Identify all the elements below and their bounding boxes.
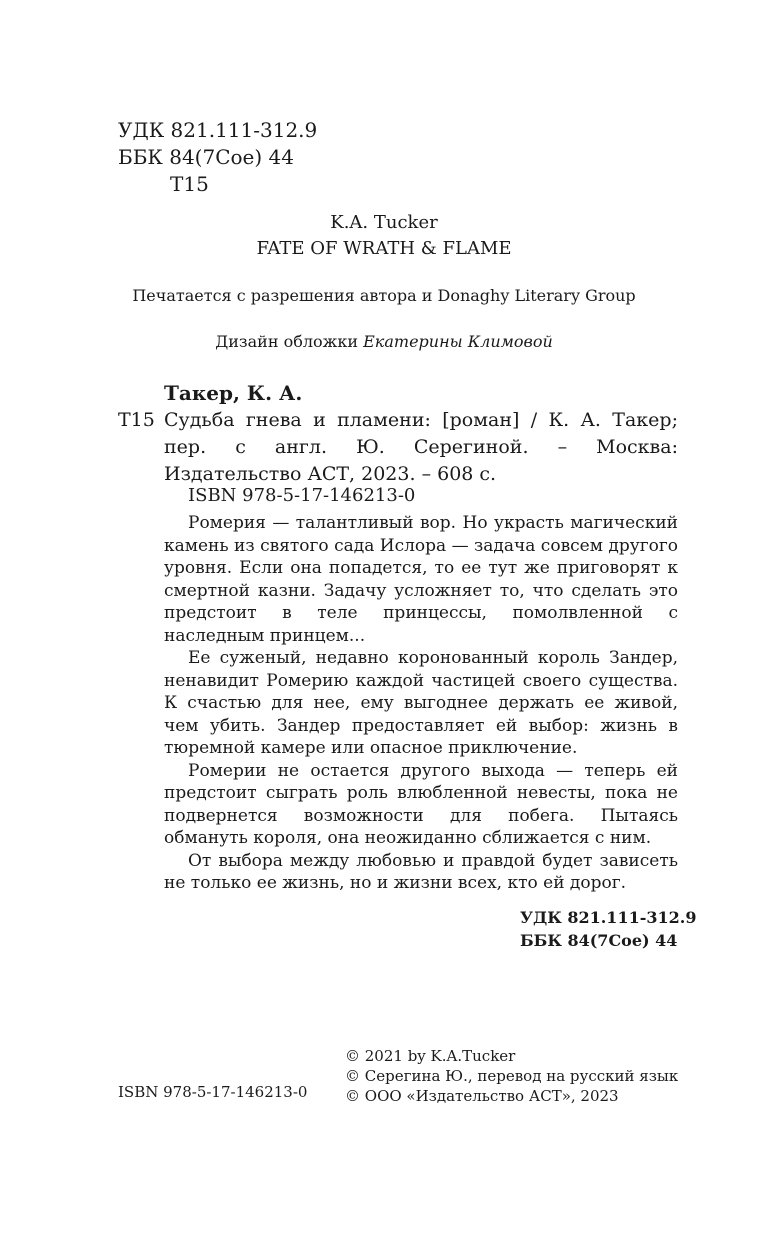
annotation-paragraph: Ее суженый, недавно коронованный король Зандер, ненавидит Ромерию каждой частицей своего существа. К счастью для нее, ему выгоднее держать ее живой, чем убить. Зандер предоставляет ей выбор: жизнь в тюремной камере или опасное приключение. bbox=[164, 648, 678, 758]
annotation-paragraph: Ромерия — талантливый вор. Но украсть магический камень из святого сада Ислора — задача совсем другого уровня. Если она попадется, то ее тут же приговорят к смертной казни. Задачу усложняет то, что сделать это предстоит в теле принцессы, помолвленной с наследным принцем... bbox=[164, 513, 678, 646]
annotation-paragraph: От выбора между любовью и правдой будет зависеть не только ее жизнь, но и жизни всех, кто ей дорог. bbox=[164, 850, 678, 893]
cover-design-prefix: Дизайн обложки bbox=[215, 332, 364, 351]
permission-notice: Печатается с разрешения автора и Donaghy Literary Group bbox=[132, 286, 636, 305]
bbk-code: ББК 84(7Сое) 44 bbox=[118, 145, 294, 169]
bibliographic-isbn: ISBN 978-5-17-146213-0 bbox=[188, 485, 416, 506]
bibliographic-code: Т15 bbox=[118, 409, 155, 431]
cover-design-credit bbox=[0, 332, 768, 351]
annotation-paragraph: Ромерии не остается другого выхода — теперь ей предстоит сыграть роль влюбленной невесты, пока не подвернется возможности для побега. Пытаясь обмануть короля, она неожиданно сближается с ним. bbox=[164, 760, 678, 848]
annotation bbox=[164, 512, 678, 895]
copyright-line: © Серегина Ю., перевод на русский язык bbox=[345, 1067, 679, 1085]
copyright-block bbox=[345, 1046, 678, 1106]
copyright-line: © ООО «Издательство АСТ», 2023 bbox=[345, 1087, 619, 1105]
udk-code-bold: УДК 821.111-312.9 bbox=[520, 908, 697, 927]
classification-codes bbox=[520, 906, 696, 952]
bibliographic-heading: Такер, К. А. bbox=[164, 381, 303, 405]
bibliographic-description: Судьба гнева и пламени: [роман] / К. А. Такер; пер. с англ. Ю. Серегиной. – Москва: Издательство АСТ, 2023. – 608 с. bbox=[164, 409, 678, 485]
bbk-code-bold: ББК 84(7Сое) 44 bbox=[520, 931, 678, 950]
author-sign: Т15 bbox=[170, 172, 209, 196]
original-author: K.A. Tucker bbox=[330, 212, 438, 233]
copyright-line: © 2021 by K.A.Tucker bbox=[345, 1047, 516, 1065]
isbn-bottom: ISBN 978-5-17-146213-0 bbox=[118, 1083, 308, 1101]
original-title: FATE OF WRATH & FLAME bbox=[256, 238, 512, 259]
udk-code: УДК 821.111-312.9 bbox=[118, 118, 318, 142]
cover-designer-name: Екатерины Климовой bbox=[363, 332, 553, 351]
top-classification-codes bbox=[118, 117, 317, 198]
